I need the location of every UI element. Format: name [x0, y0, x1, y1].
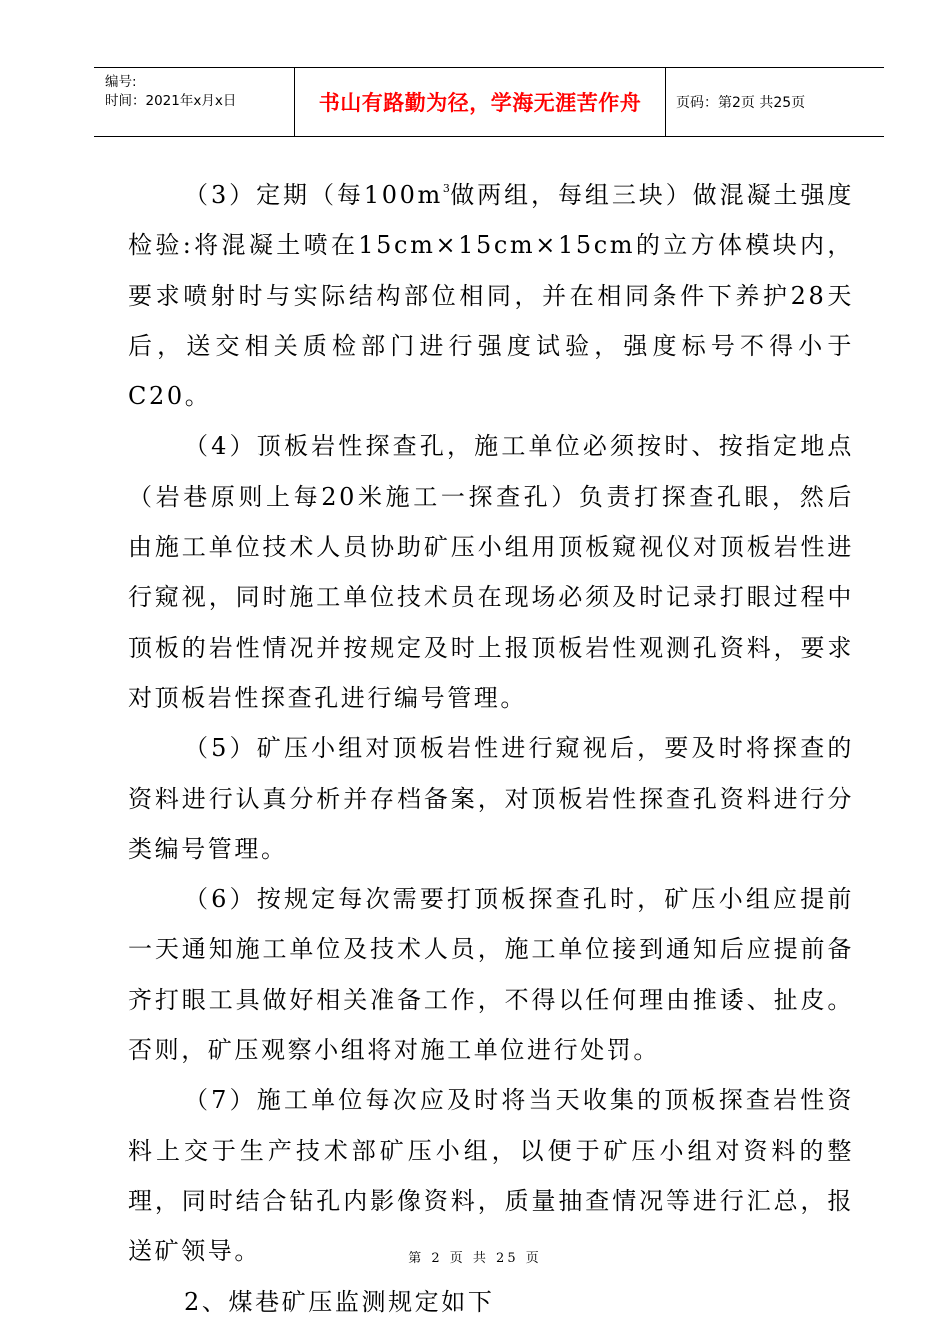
paragraph-3-text-b: 做两组，每组三块）做混凝土强度检验:将混凝土喷在15cm×15cm×15cm的立方体模块内，要求喷射时与实际结构部位相同，并在相同条件下养护28天后，送交相关质检部门进行强度试验，强度标号不得小于C20。 [128, 181, 854, 411]
paragraph-3-text-a: （3）定期（每100m [184, 181, 443, 209]
header-meta-cell [94, 68, 295, 136]
paragraph-7: （7）施工单位每次应及时将当天收集的顶板探查岩性资料上交于生产技术部矿压小组，以便于矿压小组对资料的整理，同时结合钻孔内影像资料，质量抽查情况等进行汇总，报送矿领导。 [128, 1086, 854, 1266]
header-page-info: 页码：第2页 共25页 [676, 95, 806, 111]
paragraph-3 [128, 170, 854, 421]
section-heading-2: 2、煤巷矿压监测规定如下 [184, 1287, 495, 1316]
superscript-cubic: 3 [442, 182, 450, 195]
document-time-label: 时间：2021年x月x日 [105, 93, 237, 109]
paragraph-5: （5）矿压小组对顶板岩性进行窥视后，要及时将探查的资料进行认真分析并存档备案，对顶板岩性探查孔资料进行分类编号管理。 [128, 734, 854, 863]
document-body [128, 170, 854, 1327]
document-number-label: 编号: [105, 74, 137, 90]
page-header [94, 67, 884, 137]
page-footer: 第 2 页 共 25 页 [408, 1251, 542, 1266]
paragraph-4: （4）顶板岩性探查孔，施工单位必须按时、按指定地点（岩巷原则上每20米施工一探查孔）负责打探查孔眼，然后由施工单位技术人员协助矿压小组用顶板窥视仪对顶板岩性进行窥视，同时施工单位技术员在现场必须及时记录打眼过程中顶板的岩性情况并按规定及时上报顶板岩性观测孔资料，要求对顶板岩性探查孔进行编号管理。 [128, 432, 854, 712]
paragraph-6: （6）按规定每次需要打顶板探查孔时，矿压小组应提前一天通知施工单位及技术人员，施工单位接到通知后应提前备齐打眼工具做好相关准备工作，不得以任何理由推诿、扯皮。否则，矿压观察小组将对施工单位进行处罚。 [128, 885, 854, 1065]
header-motto: 书山有路勤为径，学海无涯苦作舟 [295, 68, 666, 136]
